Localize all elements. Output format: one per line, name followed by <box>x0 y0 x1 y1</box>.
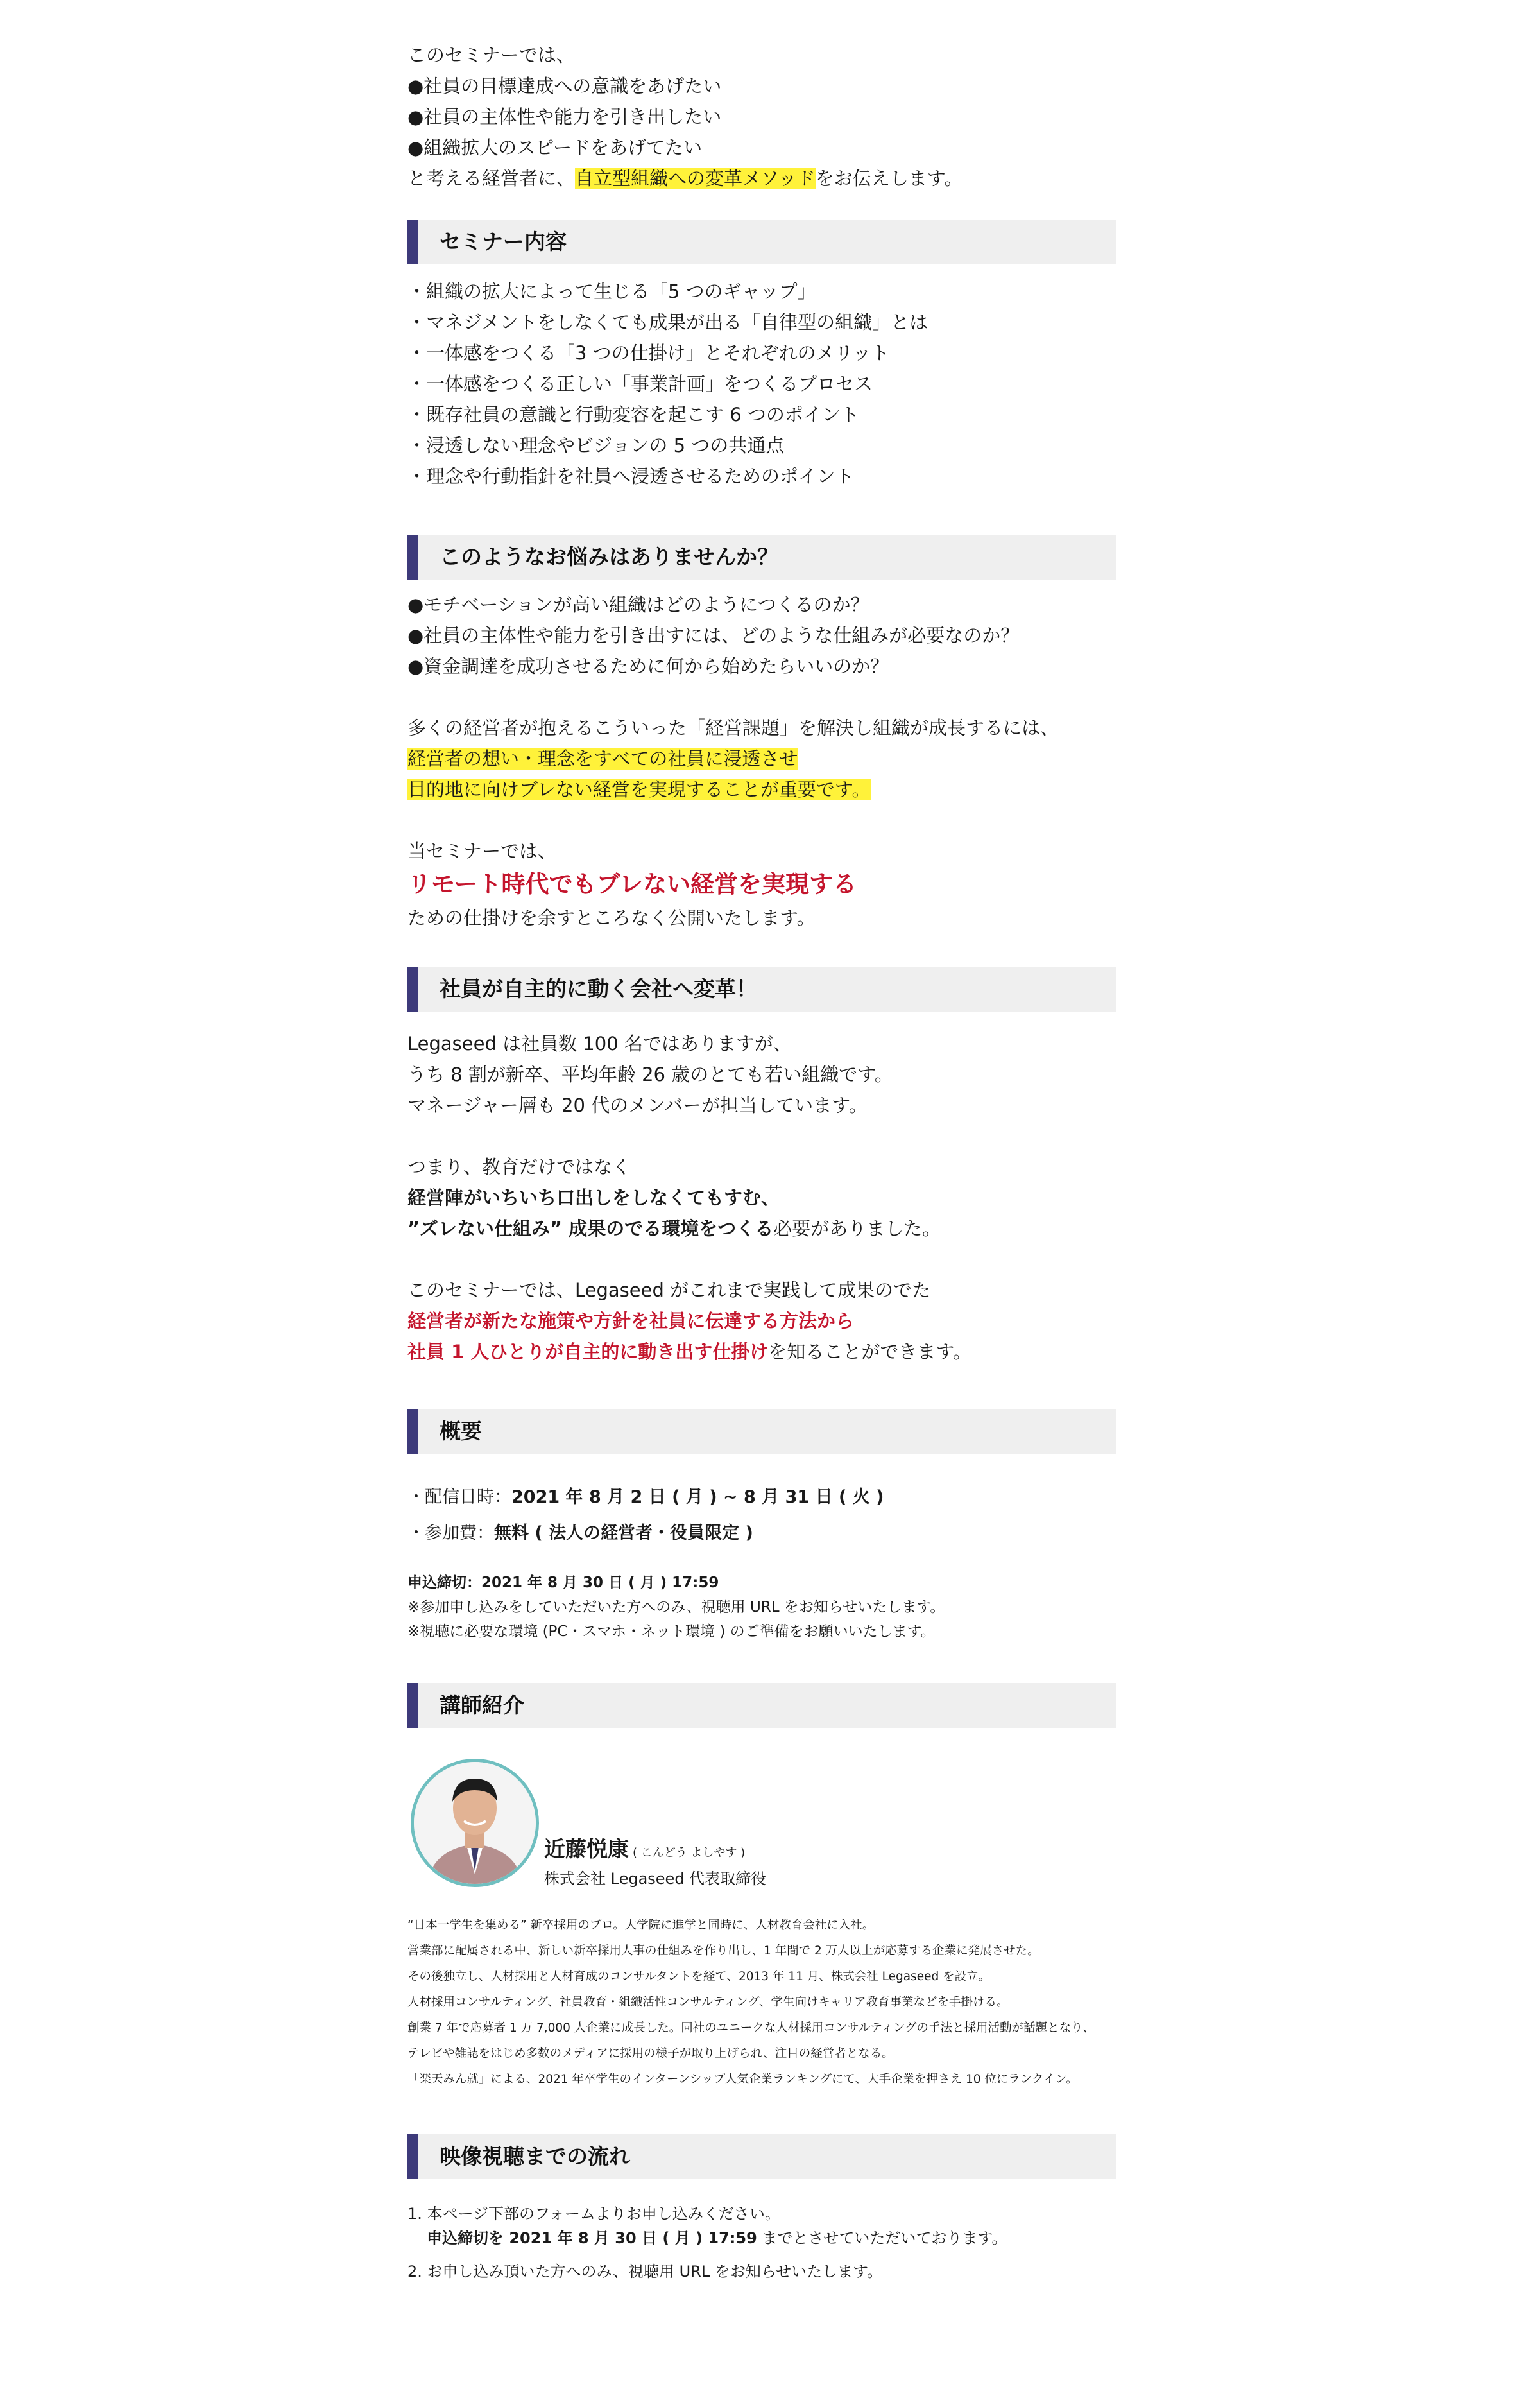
flow-block <box>407 2202 1116 2284</box>
flow-step-sub <box>407 2226 1116 2250</box>
concern-bullet: ●モチベーションが高い組織はどのようにつくるのか？ <box>407 594 869 616</box>
bio-line: その後独立し、人材採用と人材育成のコンサルタントを経て、2013 年 11 月、株式会社 Legaseed を設立。 <box>407 1970 991 1983</box>
big-red-statement: リモート時代でもブレない経営を実現する <box>407 870 857 898</box>
highlight-text: 目的地に向けブレない経営を実現することが重要です。 <box>407 779 871 800</box>
intro-bullet: ●社員の目標達成への意識をあげたい <box>407 75 722 97</box>
heading-title: 社員が自主的に動く会社へ変革！ <box>440 976 757 1001</box>
heading-title: 講師紹介 <box>440 1693 524 1718</box>
list-item: ・マネジメントをしなくても成果が出る「自律型の組織」とは <box>407 311 928 333</box>
section-heading-flow <box>407 2134 1116 2179</box>
fee-value: 無料 ( 法人の経営者・役員限定 ) <box>494 1523 753 1543</box>
name-ruby: ( こんどう よしやす ) <box>633 1846 746 1859</box>
list-item: ・一体感をつくる正しい「事業計画」をつくるプロセス <box>407 373 873 395</box>
highlight-line <box>407 774 1116 805</box>
red-text: 社員 1 人ひとりが自主的に動き出す仕掛け <box>407 1341 769 1363</box>
para-line: マネージャー層も 20 代のメンバーが担当しています。 <box>407 1094 868 1116</box>
section-heading-instructor <box>407 1683 1116 1728</box>
heading-bar <box>407 535 418 580</box>
name-text: 近藤悦康 <box>544 1836 629 1861</box>
para-line: このセミナーでは、Legaseed がこれまで実践して成果のでた <box>407 1279 931 1301</box>
heading-title: 映像視聴までの流れ <box>440 2144 630 2169</box>
bold-text: ”ズレない仕組み” 成果のでる環境をつくる <box>407 1218 774 1239</box>
heading-title: このようなお悩みはありませんか？ <box>440 544 778 569</box>
red-line: 経営者が新たな施策や方針を社員に伝達する方法から <box>407 1310 855 1332</box>
bold-line: 経営陣がいちいち口出しをしなくてもすむ、 <box>407 1187 780 1209</box>
bio-line: 創業 7 年で応募者 1 万 7,000 人企業に成長した。同社のユニークな人材採用コンサルティングの手法と採用活動が話題となり、 <box>407 2021 1095 2035</box>
plain-text: 必要がありました。 <box>773 1218 941 1239</box>
participation-fee <box>407 1515 1116 1551</box>
heading-title: 概要 <box>440 1419 482 1444</box>
para-line: つまり、教育だけではなく <box>407 1156 631 1178</box>
deadline-bold: 申込締切を 2021 年 8 月 30 日 ( 月 ) 17:59 <box>427 2229 757 2247</box>
instructor-name <box>544 1833 745 1863</box>
flow-step: 2. お申し込み頂いた方へのみ、視聴用 URL をお知らせいたします。 <box>407 2263 883 2281</box>
lead-text: をお伝えします。 <box>815 168 963 189</box>
overview-block <box>407 1480 1116 1644</box>
section-heading-seminar-content <box>407 220 1116 264</box>
heading-bar <box>407 220 418 264</box>
lead-text: と考える経営者に、 <box>407 168 576 189</box>
intro-line: このセミナーでは、 <box>407 44 576 66</box>
heading-title: セミナー内容 <box>440 229 567 254</box>
bio-line: 営業部に配属される中、新しい新卒採用人事の仕組みを作り出し、1 年間で 2 万人以上が応募する企業に発展させた。 <box>407 1944 1040 1958</box>
para-line <box>407 1336 1116 1367</box>
instructor-bio <box>407 1913 1116 2092</box>
seminar-intro: 当セミナーでは、 <box>407 840 557 862</box>
concern-para: 多くの経営者が抱えるこういった「経営課題」を解決し組織が成長するには、 <box>407 717 1059 739</box>
intro-bullet: ●組織拡大のスピードをあげてたい <box>407 137 703 159</box>
section-heading-concerns <box>407 535 1116 580</box>
intro-lead <box>407 163 1116 194</box>
note: ※参加申し込みをしていただいた方へのみ、視聴用 URL をお知らせいたします。 <box>407 1599 945 1616</box>
intro-bullet: ●社員の主体性や能力を引き出したい <box>407 106 722 128</box>
para-line <box>407 1213 1116 1244</box>
seminar-content-list <box>407 276 1116 492</box>
deadline: 申込締切：2021 年 8 月 30 日 ( 月 ) 17:59 <box>407 1574 719 1591</box>
heading-bar <box>407 1409 418 1454</box>
section-heading-overview <box>407 1409 1116 1454</box>
concern-bullet: ●資金調達を成功させるために何から始めたらいいのか？ <box>407 655 889 677</box>
plain-text: を知ることができます。 <box>768 1341 972 1363</box>
section-heading-transformation <box>407 967 1116 1012</box>
bio-line: 「楽天みん就」による、2021 年卒学生のインターンシップ人気企業ランキングにて、大手企業を押さえ 10 位にランクイン。 <box>407 2073 1078 2086</box>
heading-bar <box>407 967 418 1012</box>
bio-line: テレビや雑誌をはじめ多数のメディアに採用の様子が取り上げられ、注目の経営者となる。 <box>407 2047 894 2060</box>
flow-step: 1. 本ページ下部のフォームよりお申し込みください。 <box>407 2205 780 2223</box>
list-item: ・組織の拡大によって生じる「5 つのギャップ」 <box>407 280 816 302</box>
concerns-block <box>407 589 1116 933</box>
highlight-text: 経営者の想い・理念をすべての社員に浸透させ <box>407 748 798 770</box>
list-item: ・浸透しない理念やビジョンの 5 つの共通点 <box>407 435 785 456</box>
instructor-photo <box>411 1759 539 1887</box>
concern-bullet: ●社員の主体性や能力を引き出すには、どのような仕組みが必要なのか？ <box>407 625 1020 646</box>
para-line: Legaseed は社員数 100 名ではありますが、 <box>407 1033 792 1055</box>
closing-line: ための仕掛けを余すところなく公開いたします。 <box>407 907 816 929</box>
bio-line: 人材採用コンサルティング、社員教育・組織活性コンサルティング、学生向けキャリア教育事業などを手掛ける。 <box>407 1996 1009 2009</box>
delivery-date <box>407 1480 1116 1515</box>
date-value: 2021 年 8 月 2 日 ( 月 ) ~ 8 月 31 日 ( 火 ) <box>511 1487 884 1507</box>
intro-block <box>407 40 1116 194</box>
plain-text: までとさせていただいております。 <box>757 2229 1007 2247</box>
highlight-line <box>407 743 1116 774</box>
list-item: ・一体感をつくる「3 つの仕掛け」とそれぞれのメリット <box>407 342 890 364</box>
fee-label: ・参加費： <box>407 1523 494 1543</box>
transformation-block <box>407 1028 1116 1367</box>
person-icon <box>414 1762 536 1884</box>
list-item: ・理念や行動指針を社員へ浸透させるためのポイント <box>407 465 855 487</box>
list-item: ・既存社員の意識と行動変容を起こす 6 つのポイント <box>407 404 859 426</box>
heading-bar <box>407 2134 418 2179</box>
note: ※視聴に必要な環境 (PC・スマホ・ネット環境 ) のご準備をお願いいたします。 <box>407 1623 936 1640</box>
lead-highlight: 自立型組織への変革メソッド <box>575 168 816 189</box>
heading-bar <box>407 1683 418 1728</box>
para-line: うち 8 割が新卒、平均年齢 26 歳のとても若い組織です。 <box>407 1064 893 1085</box>
date-label: ・配信日時： <box>407 1487 511 1507</box>
bio-line: “日本一学生を集める” 新卒採用のプロ。大学院に進学と同時に、人材教育会社に入社。 <box>407 1919 875 1932</box>
instructor-title: 株式会社 Legaseed 代表取締役 <box>544 1870 767 1888</box>
